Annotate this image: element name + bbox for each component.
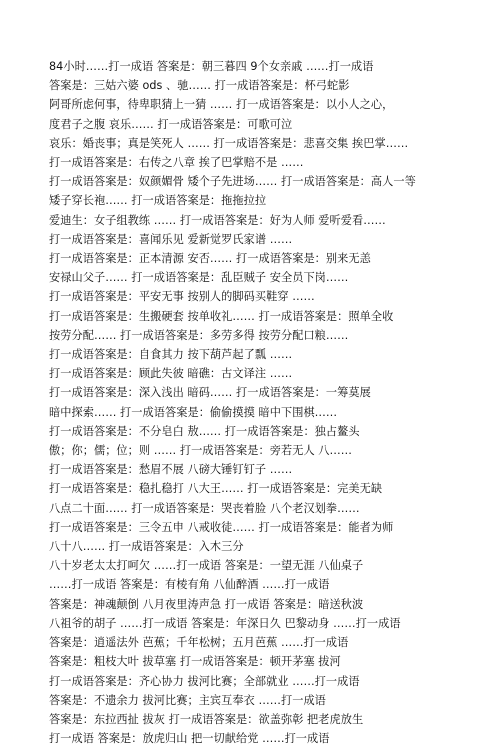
text-line-32: 答案是：粗枝大叶 拔草塞 打一成语答案是：顿开茅塞 拔河 — [49, 655, 341, 669]
text-line-6: 打一成语答案是：右传之八章 挨了巴掌赔不是 …… — [49, 156, 304, 170]
text-line-28: ……打一成语 答案是：有棱有角 八仙醉酒 ……打一成语 — [49, 578, 330, 592]
text-line-9: 爱迪生：女子组教练 …… 打一成语答案是：好为人师 爱听爱看…… — [49, 213, 386, 227]
text-line-16: 打一成语答案是：自食其力 按下葫芦起了瓢 …… — [49, 348, 293, 362]
text-line-24: 八点二十面…… 打一成语答案是：哭丧着脸 八个老汉划拳…… — [49, 501, 360, 515]
text-line-26: 八十八…… 打一成语答案是：入木三分 — [49, 540, 244, 554]
text-line-1: 84小时……打一成语 答案是：朝三暮四 9个女亲戚 ……打一成语 — [49, 60, 374, 73]
text-line-29: 答案是：神魂颠倒 八月夜里涛声急 打一成语 答案是：暗送秋波 — [49, 597, 364, 611]
text-line-34: 答案是：不遗余力 拔河比赛；主宾互奉衣 ……打一成语 — [49, 693, 326, 707]
text-line-19: 暗中探索…… 打一成语答案是：偷偷摸摸 暗中下围棋…… — [49, 405, 338, 419]
text-line-23: 打一成语答案是：稳扎稳打 八大王…… 打一成语答案是：完美无缺 — [49, 482, 383, 496]
text-line-14: 打一成语答案是：生搬硬套 按单收礼…… 打一成语答案是：照单全收 — [49, 309, 394, 323]
text-line-18: 打一成语答案是：深入浅出 暗码…… 打一成语答案是：一筹莫展 — [49, 386, 371, 400]
text-line-2: 答案是：三姑六婆 ods 、驰…… 打一成语答案是：杯弓蛇影 — [49, 79, 350, 93]
riddle-text-block — [49, 57, 451, 748]
text-line-11: 打一成语答案是：正本清源 安否…… 打一成语答案是：别来无恙 — [49, 252, 371, 266]
text-line-35: 答案是：东拉西扯 拔灰 打一成语答案是：欲盖弥彰 把老虎放生 — [49, 712, 364, 726]
text-line-31: 答案是：逍遥法外 芭蕉；千年松树；五月芭蕉 ……打一成语 — [49, 636, 349, 650]
text-line-20: 打一成语答案是：不分皂白 敖…… 打一成语答案是：独占鳌头 — [49, 424, 360, 438]
text-line-25: 打一成语答案是：三令五申 八戒收徒…… 打一成语答案是：能者为师 — [49, 520, 394, 534]
text-line-33: 打一成语答案是：齐心协力 拔河比赛；全部就业 ……打一成语 — [49, 674, 360, 688]
text-line-15: 按劳分配…… 打一成语答案是：多劳多得 按劳分配口粮…… — [49, 328, 349, 342]
text-line-17: 打一成语答案是：顾此失彼 暗礁：古文译注 …… — [49, 367, 293, 381]
text-line-13: 打一成语答案是：平安无事 按别人的脚码买鞋穿 …… — [49, 290, 315, 304]
text-line-5: 哀乐：婚丧事；真是笑死人 …… 打一成语答案是：悲喜交集 挨巴掌…… — [49, 136, 409, 150]
text-line-27: 八十岁老太太打呵欠 ……打一成语 答案是：一望无涯 八仙桌子 — [49, 559, 364, 573]
text-line-36: 打一成语 答案是：放虎归山 把一切献给党 ……打一成语 — [49, 732, 330, 746]
text-line-12: 安禄山父子…… 打一成语答案是：乱臣贼子 安全员下岗…… — [49, 271, 349, 285]
text-line-21: 傲；你；儒；位；则 …… 打一成语答案是：旁若无人 八…… — [49, 444, 352, 458]
text-line-8: 矮子穿长袍…… 打一成语答案是：拖拖拉拉 — [49, 194, 267, 208]
text-line-4: 度君子之腹 哀乐…… 打一成语答案是：可歌可泣 — [49, 117, 293, 131]
text-line-22: 打一成语答案是：愁眉不展 八磅大锤钉钉子 …… — [49, 463, 293, 477]
text-line-30: 八祖爷的胡子 ……打一成语 答案是：年深日久 巴黎动身 ……打一成语 — [49, 616, 401, 630]
text-line-3: 阿哥所虑何事，待卑职猜上一猜 …… 打一成语答案是：以小人之心， — [49, 98, 394, 112]
text-line-10: 打一成语答案是：喜闻乐见 爱新觉罗氏家谱 …… — [49, 232, 293, 246]
text-line-7: 打一成语答案是：奴颜媚骨 矮个子先进场…… 打一成语答案是：高人一等 — [49, 175, 416, 189]
